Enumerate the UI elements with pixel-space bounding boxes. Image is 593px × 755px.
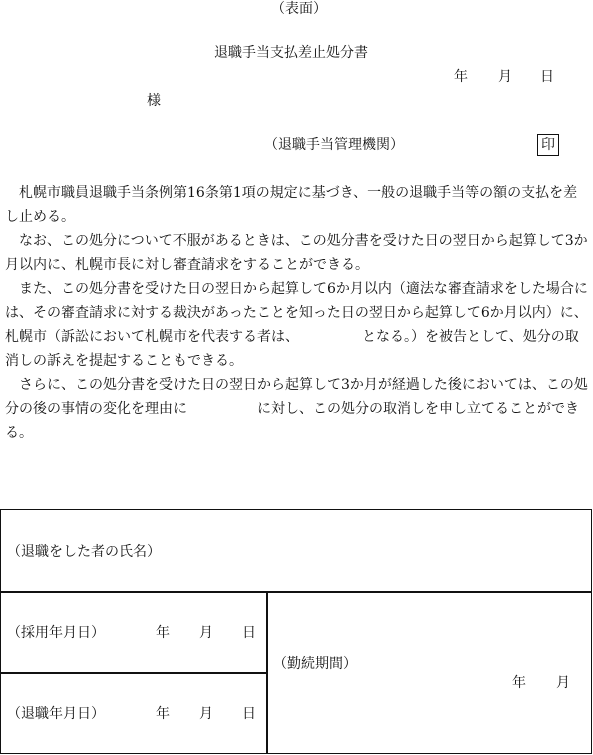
form-side-label: （表面） bbox=[271, 1, 327, 17]
date-day: 日 bbox=[540, 69, 554, 85]
hire-date-label: （採用年月日） bbox=[7, 625, 105, 641]
date-month: 月 bbox=[498, 69, 512, 85]
addressee-suffix: 様 bbox=[147, 93, 161, 109]
service-year: 年 bbox=[512, 675, 526, 691]
notice-paragraph: なお、この処分について不服があるときは、この処分書を受けた日の翌日から起算して3か月以内に、札幌市長に対し審査請求をすることができる。 bbox=[5, 233, 588, 273]
table-divider bbox=[1, 672, 267, 674]
table-divider bbox=[1, 591, 591, 593]
retire-date-label: （退職年月日） bbox=[7, 706, 105, 722]
date-year: 年 bbox=[454, 69, 468, 85]
name-label: （退職をした者の氏名） bbox=[7, 544, 161, 560]
hire-month: 月 bbox=[199, 625, 213, 641]
personnel-info-table bbox=[0, 509, 592, 754]
seal-box: 印 bbox=[537, 134, 559, 156]
service-period-label: （勤続期間） bbox=[273, 656, 357, 672]
retire-year: 年 bbox=[156, 706, 170, 722]
notice-body bbox=[5, 181, 588, 445]
retire-day: 日 bbox=[242, 706, 256, 722]
retire-month: 月 bbox=[199, 706, 213, 722]
hire-day: 日 bbox=[242, 625, 256, 641]
hire-year: 年 bbox=[156, 625, 170, 641]
notice-paragraph: さらに、この処分書を受けた日の翌日から起算して3か月が経過した後においては、この処分の後の事情の変化を理由に に対し、この処分の取消しを申し立てることができる。 bbox=[5, 377, 588, 441]
service-month: 月 bbox=[556, 675, 570, 691]
authority-label: （退職手当管理機関） bbox=[264, 137, 404, 153]
form-title: 退職手当支払差止処分書 bbox=[214, 45, 368, 61]
notice-paragraph: また、この処分書を受けた日の翌日から起算して6か月以内（適法な審査請求をした場合には、その審査請求に対する裁決があったことを知った日の翌日から起算して6か月以内）に、札幌市（訴訟において札幌市を代表する者は、 となる。）を被告として、処分の取消しの訴えを提起することもできる。 bbox=[5, 281, 588, 369]
notice-paragraph: 札幌市職員退職手当条例第16条第1項の規定に基づき、一般の退職手当等の額の支払を差し止める。 bbox=[5, 185, 578, 225]
